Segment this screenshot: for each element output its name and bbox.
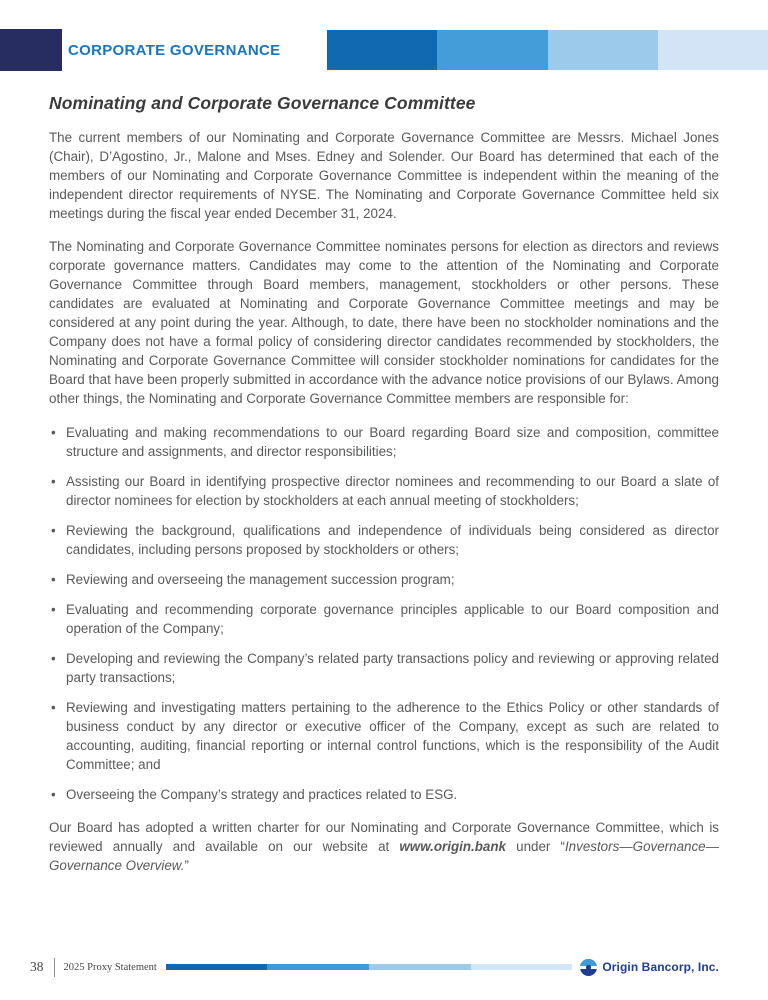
document-title: 2025 Proxy Statement [63,961,157,973]
list-item: • Reviewing the background, qualifications and independence of individuals being considered as director candidates, including persons proposed by stockholders or others; [49,521,719,559]
list-item: • Reviewing and investigating matters pertaining to the adherence to the Ethics Policy or other standards of business conduct by any director or executive officer of the Company, except as such are related to accounting, auditing, financial reporting or internal control functions, which is the responsibility of the Audit Committee; and [49,698,719,774]
page-title: Nominating and Corporate Governance Committee [49,93,476,113]
section-label: CORPORATE GOVERNANCE [68,41,281,59]
list-item: • Overseeing the Company’s strategy and practices related to ESG. [49,785,719,804]
main-content [49,93,719,889]
company-brand [580,959,719,976]
charter-text: ” [184,858,189,873]
gradient-segment-2 [267,964,369,970]
footer-divider [54,958,55,977]
list-item: • Developing and reviewing the Company’s related party transactions policy and reviewing or approving related party transactions; [49,649,719,687]
gradient-segment-2 [437,30,547,70]
paragraph-members: The current members of our Nominating and Corporate Governance Committee are Messrs. Michael Jones (Chair), D’Agostino, Jr., Malone and Mses. Edney and Solender. Our Board has determined that each of the members of our Nominating and Corporate Governance Committee is independent within the meaning of the independent director requirements of NYSE. The Nominating and Corporate Governance Committee held six meetings during the fiscal year ended December 31, 2024. [49,130,719,221]
charter-text: Our Board has adopted a written charter for our Nominating and Corporate Governance Committee, which is reviewed annually and available on our website at [49,820,719,854]
footer-gradient-bar [166,964,572,970]
site-nav-path: Investors—Governance—Governance Overview. [49,839,720,873]
paragraph-charter [49,818,719,875]
gradient-segment-1 [166,964,268,970]
page-number: 38 [30,959,44,974]
page-header [0,29,768,71]
list-item: • Assisting our Board in identifying prospective director nominees and recommending to our Board a slate of director nominees for election by stockholders at each annual meeting of stockholders; [49,472,719,510]
header-navy-block [0,29,62,71]
paragraph-nomination-process: The Nominating and Corporate Governance Committee nominates persons for election as directors and reviews corporate governance matters. Candidates may come to the attention of the Nominating and Corporate Governance Committee through Board members, management, stockholders or other persons. These candidates are evaluated at Nominating and Corporate Governance Committee meetings and may be considered at any point during the year. Although, to date, there have been no stockholder nominations and the Company does not have a formal policy of considering director candidates recommended by stockholders, the Nominating and Corporate Governance Committee will consider stockholder nominations for candidates for the Board that have been properly submitted in accordance with the advance notice provisions of our Bylaws. Among other things, the Nominating and Corporate Governance Committee members are responsible for: [49,239,719,406]
gradient-segment-3 [369,964,471,970]
website-link[interactable]: www.origin.bank [399,839,507,854]
origin-bancorp-logo-icon [580,959,597,976]
list-item: • Evaluating and making recommendations to our Board regarding Board size and composition, committee structure and assignments, and director responsibilities; [49,423,719,461]
list-item: • Evaluating and recommending corporate governance principles applicable to our Board composition and operation of the Company; [49,600,719,638]
company-name: Origin Bancorp, Inc. [602,960,719,974]
list-item: • Reviewing and overseeing the management succession program; [49,570,719,589]
page-footer [30,956,719,978]
gradient-segment-4 [658,30,768,70]
charter-text: under “ [506,839,565,854]
header-gradient-bar [327,30,768,70]
gradient-segment-3 [548,30,658,70]
gradient-segment-4 [471,964,573,970]
gradient-segment-1 [327,30,437,70]
responsibilities-list [49,423,719,804]
